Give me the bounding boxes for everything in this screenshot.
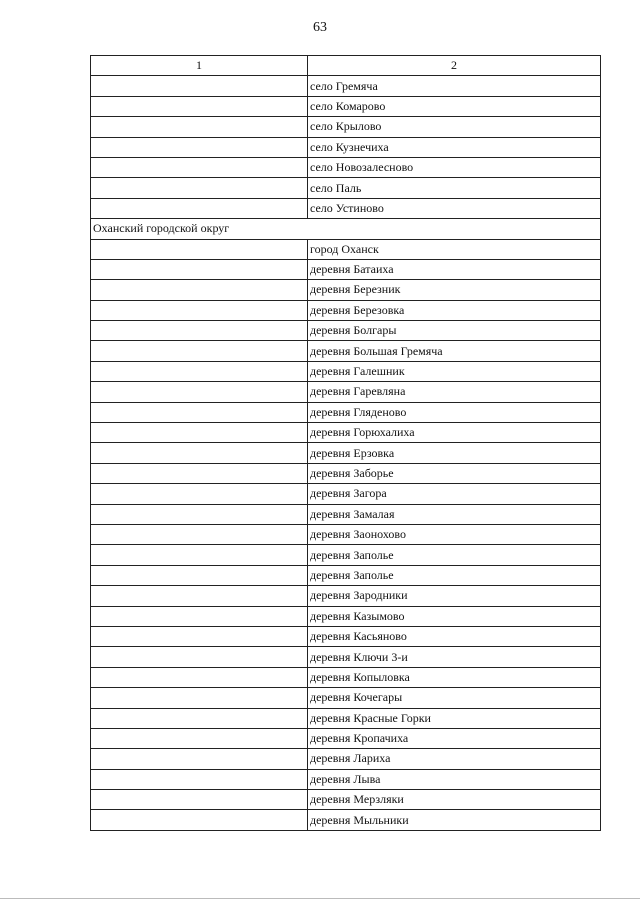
table-row xyxy=(91,198,601,218)
settlement-name: село Новозалесново xyxy=(308,157,601,177)
table-row xyxy=(91,769,601,789)
empty-municipality-cell xyxy=(91,198,308,218)
empty-municipality-cell xyxy=(91,647,308,667)
settlement-name: село Паль xyxy=(308,178,601,198)
settlement-name: село Гремяча xyxy=(308,76,601,96)
table-row xyxy=(91,749,601,769)
table-row xyxy=(91,423,601,443)
empty-municipality-cell xyxy=(91,443,308,463)
table-row xyxy=(91,708,601,728)
settlements-table xyxy=(90,55,601,831)
settlement-name: деревня Болгары xyxy=(308,321,601,341)
empty-municipality-cell xyxy=(91,688,308,708)
table-row xyxy=(91,545,601,565)
table-row xyxy=(91,647,601,667)
table-row xyxy=(91,443,601,463)
empty-municipality-cell xyxy=(91,790,308,810)
settlement-name: деревня Кочегары xyxy=(308,688,601,708)
table-row xyxy=(91,484,601,504)
settlement-name: деревня Гляденово xyxy=(308,402,601,422)
empty-municipality-cell xyxy=(91,300,308,320)
table-row xyxy=(91,810,601,830)
settlement-name: деревня Казымово xyxy=(308,606,601,626)
empty-municipality-cell xyxy=(91,484,308,504)
table-row xyxy=(91,341,601,361)
empty-municipality-cell xyxy=(91,280,308,300)
empty-municipality-cell xyxy=(91,157,308,177)
empty-municipality-cell xyxy=(91,769,308,789)
table-row xyxy=(91,728,601,748)
empty-municipality-cell xyxy=(91,341,308,361)
table-row xyxy=(91,586,601,606)
settlement-name: деревня Горюхалиха xyxy=(308,423,601,443)
settlement-name: деревня Мерзляки xyxy=(308,790,601,810)
settlement-name: деревня Березник xyxy=(308,280,601,300)
table-row xyxy=(91,402,601,422)
table-row xyxy=(91,96,601,116)
settlement-name: деревня Лариха xyxy=(308,749,601,769)
settlement-name: деревня Ключи 3-и xyxy=(308,647,601,667)
section-row xyxy=(91,219,601,239)
empty-municipality-cell xyxy=(91,504,308,524)
table-row xyxy=(91,626,601,646)
empty-municipality-cell xyxy=(91,728,308,748)
column-header-2: 2 xyxy=(308,56,601,76)
settlement-name: город Оханск xyxy=(308,239,601,259)
settlement-name: деревня Ерзовка xyxy=(308,443,601,463)
table-row xyxy=(91,504,601,524)
settlement-name: деревня Лыва xyxy=(308,769,601,789)
settlement-name: деревня Касьяново xyxy=(308,626,601,646)
empty-municipality-cell xyxy=(91,137,308,157)
column-header-1: 1 xyxy=(91,56,308,76)
empty-municipality-cell xyxy=(91,545,308,565)
settlement-name: деревня Зародники xyxy=(308,586,601,606)
empty-municipality-cell xyxy=(91,667,308,687)
settlement-name: деревня Заборье xyxy=(308,463,601,483)
table-row xyxy=(91,667,601,687)
settlement-name: деревня Кропачиха xyxy=(308,728,601,748)
table-row xyxy=(91,524,601,544)
table-row xyxy=(91,321,601,341)
page-number: 63 xyxy=(313,20,327,35)
table-row xyxy=(91,239,601,259)
empty-municipality-cell xyxy=(91,96,308,116)
page-bottom-edge xyxy=(0,898,640,899)
table-row xyxy=(91,259,601,279)
settlement-name: деревня Копыловка xyxy=(308,667,601,687)
settlement-name: деревня Мыльники xyxy=(308,810,601,830)
empty-municipality-cell xyxy=(91,76,308,96)
empty-municipality-cell xyxy=(91,321,308,341)
empty-municipality-cell xyxy=(91,463,308,483)
empty-municipality-cell xyxy=(91,586,308,606)
empty-municipality-cell xyxy=(91,361,308,381)
settlement-name: село Комарово xyxy=(308,96,601,116)
table-row xyxy=(91,76,601,96)
table-row xyxy=(91,280,601,300)
empty-municipality-cell xyxy=(91,402,308,422)
empty-municipality-cell xyxy=(91,708,308,728)
settlement-name: деревня Березовка xyxy=(308,300,601,320)
settlement-name: деревня Заполье xyxy=(308,545,601,565)
empty-municipality-cell xyxy=(91,117,308,137)
empty-municipality-cell xyxy=(91,565,308,585)
empty-municipality-cell xyxy=(91,178,308,198)
table-body xyxy=(91,76,601,830)
settlement-name: село Кузнечиха xyxy=(308,137,601,157)
empty-municipality-cell xyxy=(91,626,308,646)
empty-municipality-cell xyxy=(91,259,308,279)
table-row xyxy=(91,565,601,585)
settlement-name: деревня Батаиха xyxy=(308,259,601,279)
settlement-name: село Крылово xyxy=(308,117,601,137)
empty-municipality-cell xyxy=(91,606,308,626)
table-row xyxy=(91,117,601,137)
settlement-name: деревня Заонохово xyxy=(308,524,601,544)
empty-municipality-cell xyxy=(91,524,308,544)
municipality-title: Оханский городской округ xyxy=(91,219,601,239)
empty-municipality-cell xyxy=(91,382,308,402)
empty-municipality-cell xyxy=(91,239,308,259)
empty-municipality-cell xyxy=(91,749,308,769)
empty-municipality-cell xyxy=(91,423,308,443)
settlement-name: деревня Замалая xyxy=(308,504,601,524)
table-row xyxy=(91,178,601,198)
settlement-name: деревня Загора xyxy=(308,484,601,504)
settlement-name: село Устиново xyxy=(308,198,601,218)
table-row xyxy=(91,688,601,708)
table-row xyxy=(91,790,601,810)
table-header-row xyxy=(91,56,601,76)
settlement-name: деревня Красные Горки xyxy=(308,708,601,728)
table-row xyxy=(91,463,601,483)
table-row xyxy=(91,606,601,626)
settlement-name: деревня Заполье xyxy=(308,565,601,585)
settlement-name: деревня Большая Гремяча xyxy=(308,341,601,361)
table-row xyxy=(91,382,601,402)
settlement-name: деревня Галешник xyxy=(308,361,601,381)
table-row xyxy=(91,157,601,177)
table-row xyxy=(91,137,601,157)
settlement-name: деревня Гаревляна xyxy=(308,382,601,402)
empty-municipality-cell xyxy=(91,810,308,830)
table-row xyxy=(91,361,601,381)
table-row xyxy=(91,300,601,320)
